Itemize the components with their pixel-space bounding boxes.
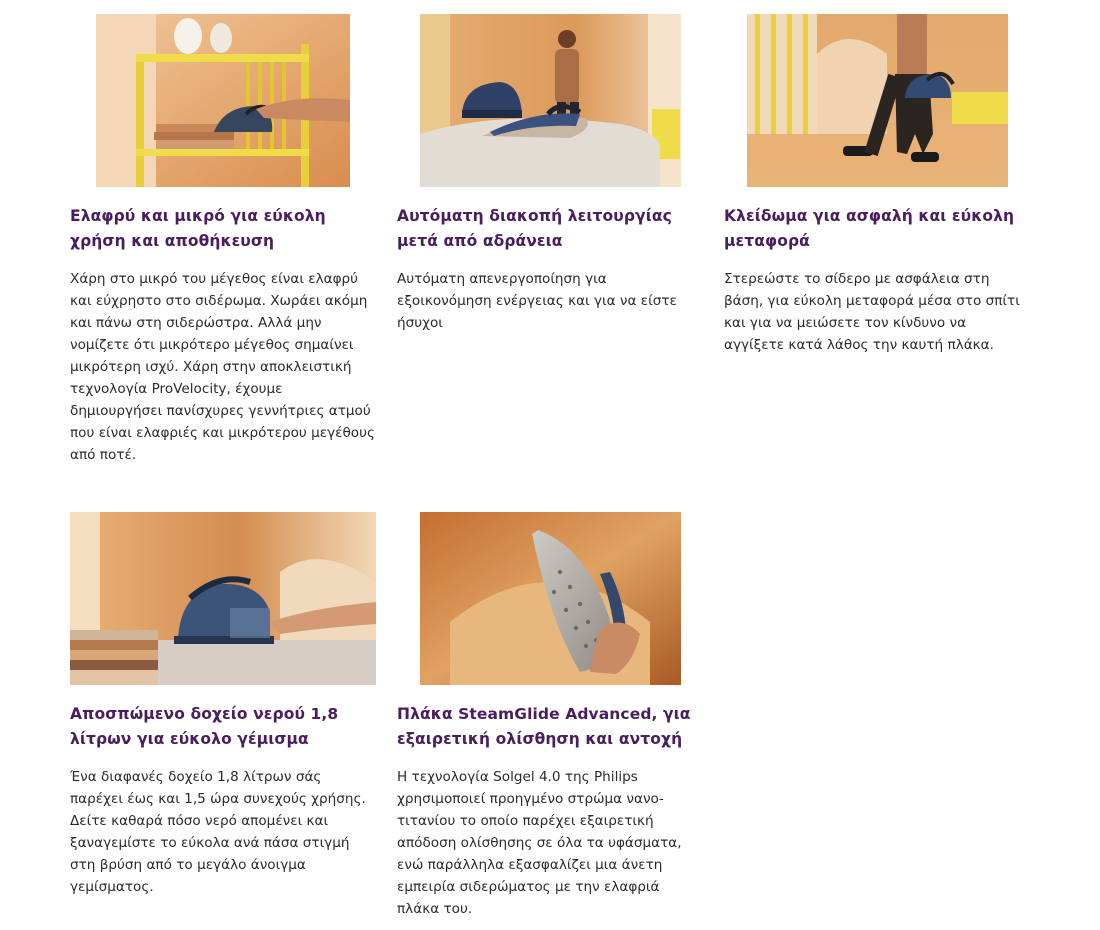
- feature-image-ironing-board: [420, 14, 681, 187]
- feature-title: Κλείδωμα για ασφαλή και εύκολη μεταφορά: [724, 207, 1015, 250]
- feature-image-water-tank: [70, 512, 376, 685]
- feature-card: [70, 512, 376, 898]
- feature-description: Στερεώστε το σίδερο με ασφάλεια στη βάση, για εύκολη μεταφορά μέσα στο σπίτι και για να μειώσετε τον κίνδυνο να αγγίξετε κατά λάθος την καυτή πλάκα.: [724, 271, 1020, 353]
- feature-description: Χάρη στο μικρό του μέγεθος είναι ελαφρύ και εύχρηστο στο σιδέρωμα. Χωράει ακόμη και πάνω στη σιδερώστρα. Αλλά μην νομίζετε ότι μικρότερο μέγεθος σημαίνει μικρότερη ισχύ. Χάρη στην αποκλειστική τεχνολογία ProVelocity, έχουμε δημιουργήσει πανίσχυρες γεννήτριες ατμού που είναι ελαφριές και μικρότερου μεγέθους από ποτέ.: [70, 271, 375, 463]
- feature-title: Πλάκα SteamGlide Advanced, για εξαιρετική ολίσθηση και αντοχή: [397, 705, 691, 748]
- feature-description: Ένα διαφανές δοχείο 1,8 λίτρων σάς παρέχει έως και 1,5 ώρα συνεχούς χρήσης. Δείτε καθαρά πόσο νερό απομένει και ξαναγεμίστε το εύκολα ανά πάσα στιγμή στη βρύση από το μεγάλο άνοιγμα γεμίσματος.: [70, 769, 366, 895]
- feature-title: Αυτόματη διακοπή λειτουργίας μετά από αδράνεια: [397, 207, 672, 250]
- feature-description: Αυτόματη απενεργοποίηση για εξοικονόμηση ενέργειας και για να είστε ήσυχοι: [397, 271, 677, 331]
- feature-image-shelf: [96, 14, 350, 187]
- feature-title: Αποσπώμενο δοχείο νερού 1,8 λίτρων για εύκολο γέμισμα: [70, 705, 339, 748]
- feature-image-soleplate: [420, 512, 681, 685]
- feature-card: [397, 512, 703, 920]
- feature-title: Ελαφρύ και μικρό για εύκολη χρήση και αποθήκευση: [70, 207, 326, 250]
- feature-card: [397, 14, 703, 334]
- feature-card: [724, 14, 1030, 356]
- feature-image-carrying: [747, 14, 1008, 187]
- feature-description: Η τεχνολογία Solgel 4.0 της Philips χρησιμοποιεί προηγμένο στρώμα νανο-τιτανίου το οποίο παρέχει εξαιρετική απόδοση ολίσθησης σε όλα τα υφάσματα, ενώ παράλληλα εξασφαλίζει μια άνετη εμπειρία σιδερώματος με την ελαφριά πλάκα του.: [397, 769, 682, 917]
- feature-card: [70, 14, 376, 466]
